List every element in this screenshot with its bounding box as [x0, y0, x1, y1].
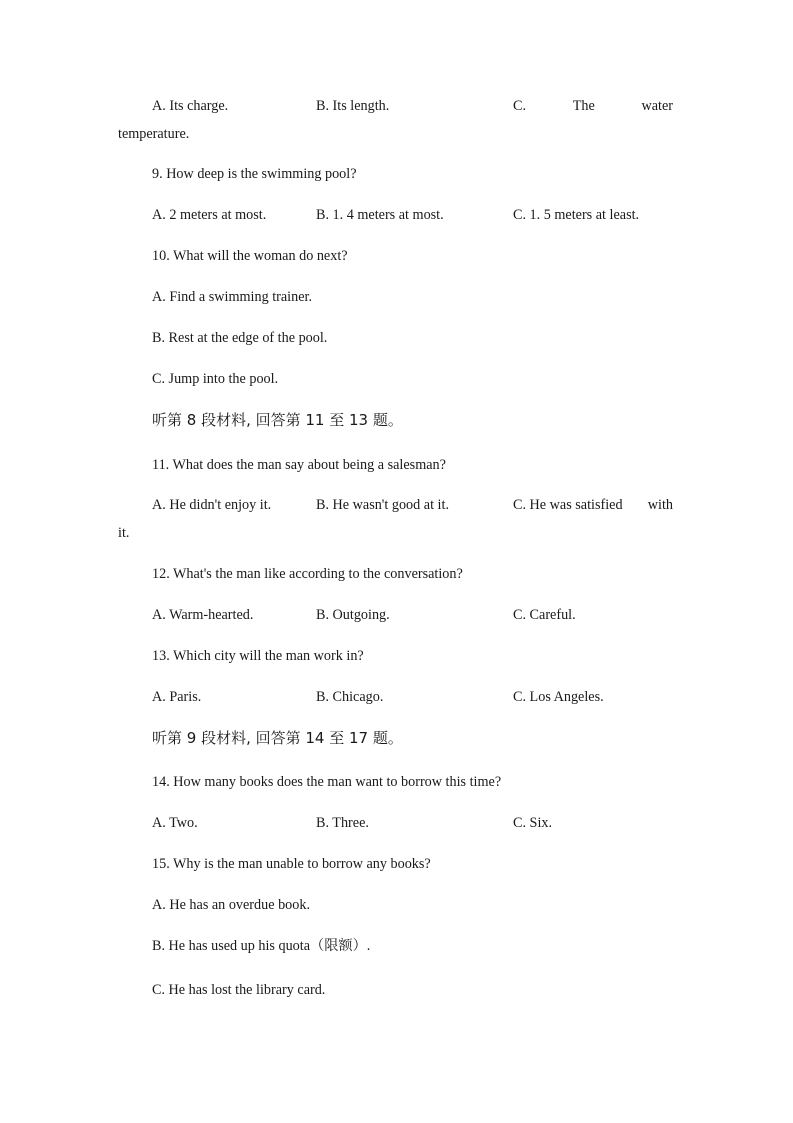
- q8-option-c-tail: temperature.: [118, 126, 190, 142]
- q10-question: 10. What will the woman do next?: [152, 248, 348, 264]
- q10-option-c: C. Jump into the pool.: [152, 371, 279, 387]
- q8-option-b: B. Its length.: [316, 98, 390, 114]
- q10-option-b: B. Rest at the edge of the pool.: [152, 330, 328, 346]
- q11-option-b: B. He wasn't good at it.: [316, 497, 449, 513]
- q8-option-c: [513, 97, 673, 115]
- section-8-heading: 听第 8 段材料, 回答第 11 至 13 题。: [152, 411, 403, 429]
- q11-option-c: [513, 496, 673, 514]
- q13-option-b: B. Chicago.: [316, 689, 384, 705]
- q11-option-c-tail: it.: [118, 525, 130, 541]
- section-9-heading: 听第 9 段材料, 回答第 14 至 17 题。: [152, 729, 403, 747]
- q8-option-c-part2: The: [572, 98, 595, 114]
- q12-question: 12. What's the man like according to the conversation?: [152, 566, 463, 582]
- q11-question: 11. What does the man say about being a salesman?: [152, 457, 446, 473]
- q13-question: 13. Which city will the man work in?: [152, 648, 364, 664]
- q15-option-a: A. He has an overdue book.: [152, 897, 310, 913]
- q13-option-a: A. Paris.: [152, 689, 202, 705]
- q13-option-c: C. Los Angeles.: [513, 689, 604, 705]
- q11-option-c-part1: C. He was satisfied: [513, 497, 623, 513]
- q12-option-b: B. Outgoing.: [316, 607, 390, 623]
- q14-option-c: C. Six.: [513, 815, 553, 831]
- q9-option-c: C. 1. 5 meters at least.: [513, 207, 640, 223]
- q15-option-c: C. He has lost the library card.: [152, 982, 326, 998]
- q12-option-c: C. Careful.: [513, 607, 576, 623]
- q14-option-a: A. Two.: [152, 815, 198, 831]
- q14-question: 14. How many books does the man want to borrow this time?: [152, 774, 502, 790]
- q9-question: 9. How deep is the swimming pool?: [152, 166, 357, 182]
- q8-option-c-part1: C.: [513, 98, 527, 114]
- q11-option-c-part2: with: [647, 497, 673, 513]
- q15-option-b: B. He has used up his quota（限额）.: [152, 938, 371, 954]
- q9-option-b: B. 1. 4 meters at most.: [316, 207, 444, 223]
- q9-option-a: A. 2 meters at most.: [152, 207, 267, 223]
- q8-option-a: A. Its charge.: [152, 98, 229, 114]
- q11-option-a: A. He didn't enjoy it.: [152, 497, 272, 513]
- q12-option-a: A. Warm-hearted.: [152, 607, 254, 623]
- q15-question: 15. Why is the man unable to borrow any books?: [152, 856, 431, 872]
- q8-option-c-part3: water: [641, 98, 673, 114]
- q10-option-a: A. Find a swimming trainer.: [152, 289, 312, 305]
- q14-option-b: B. Three.: [316, 815, 369, 831]
